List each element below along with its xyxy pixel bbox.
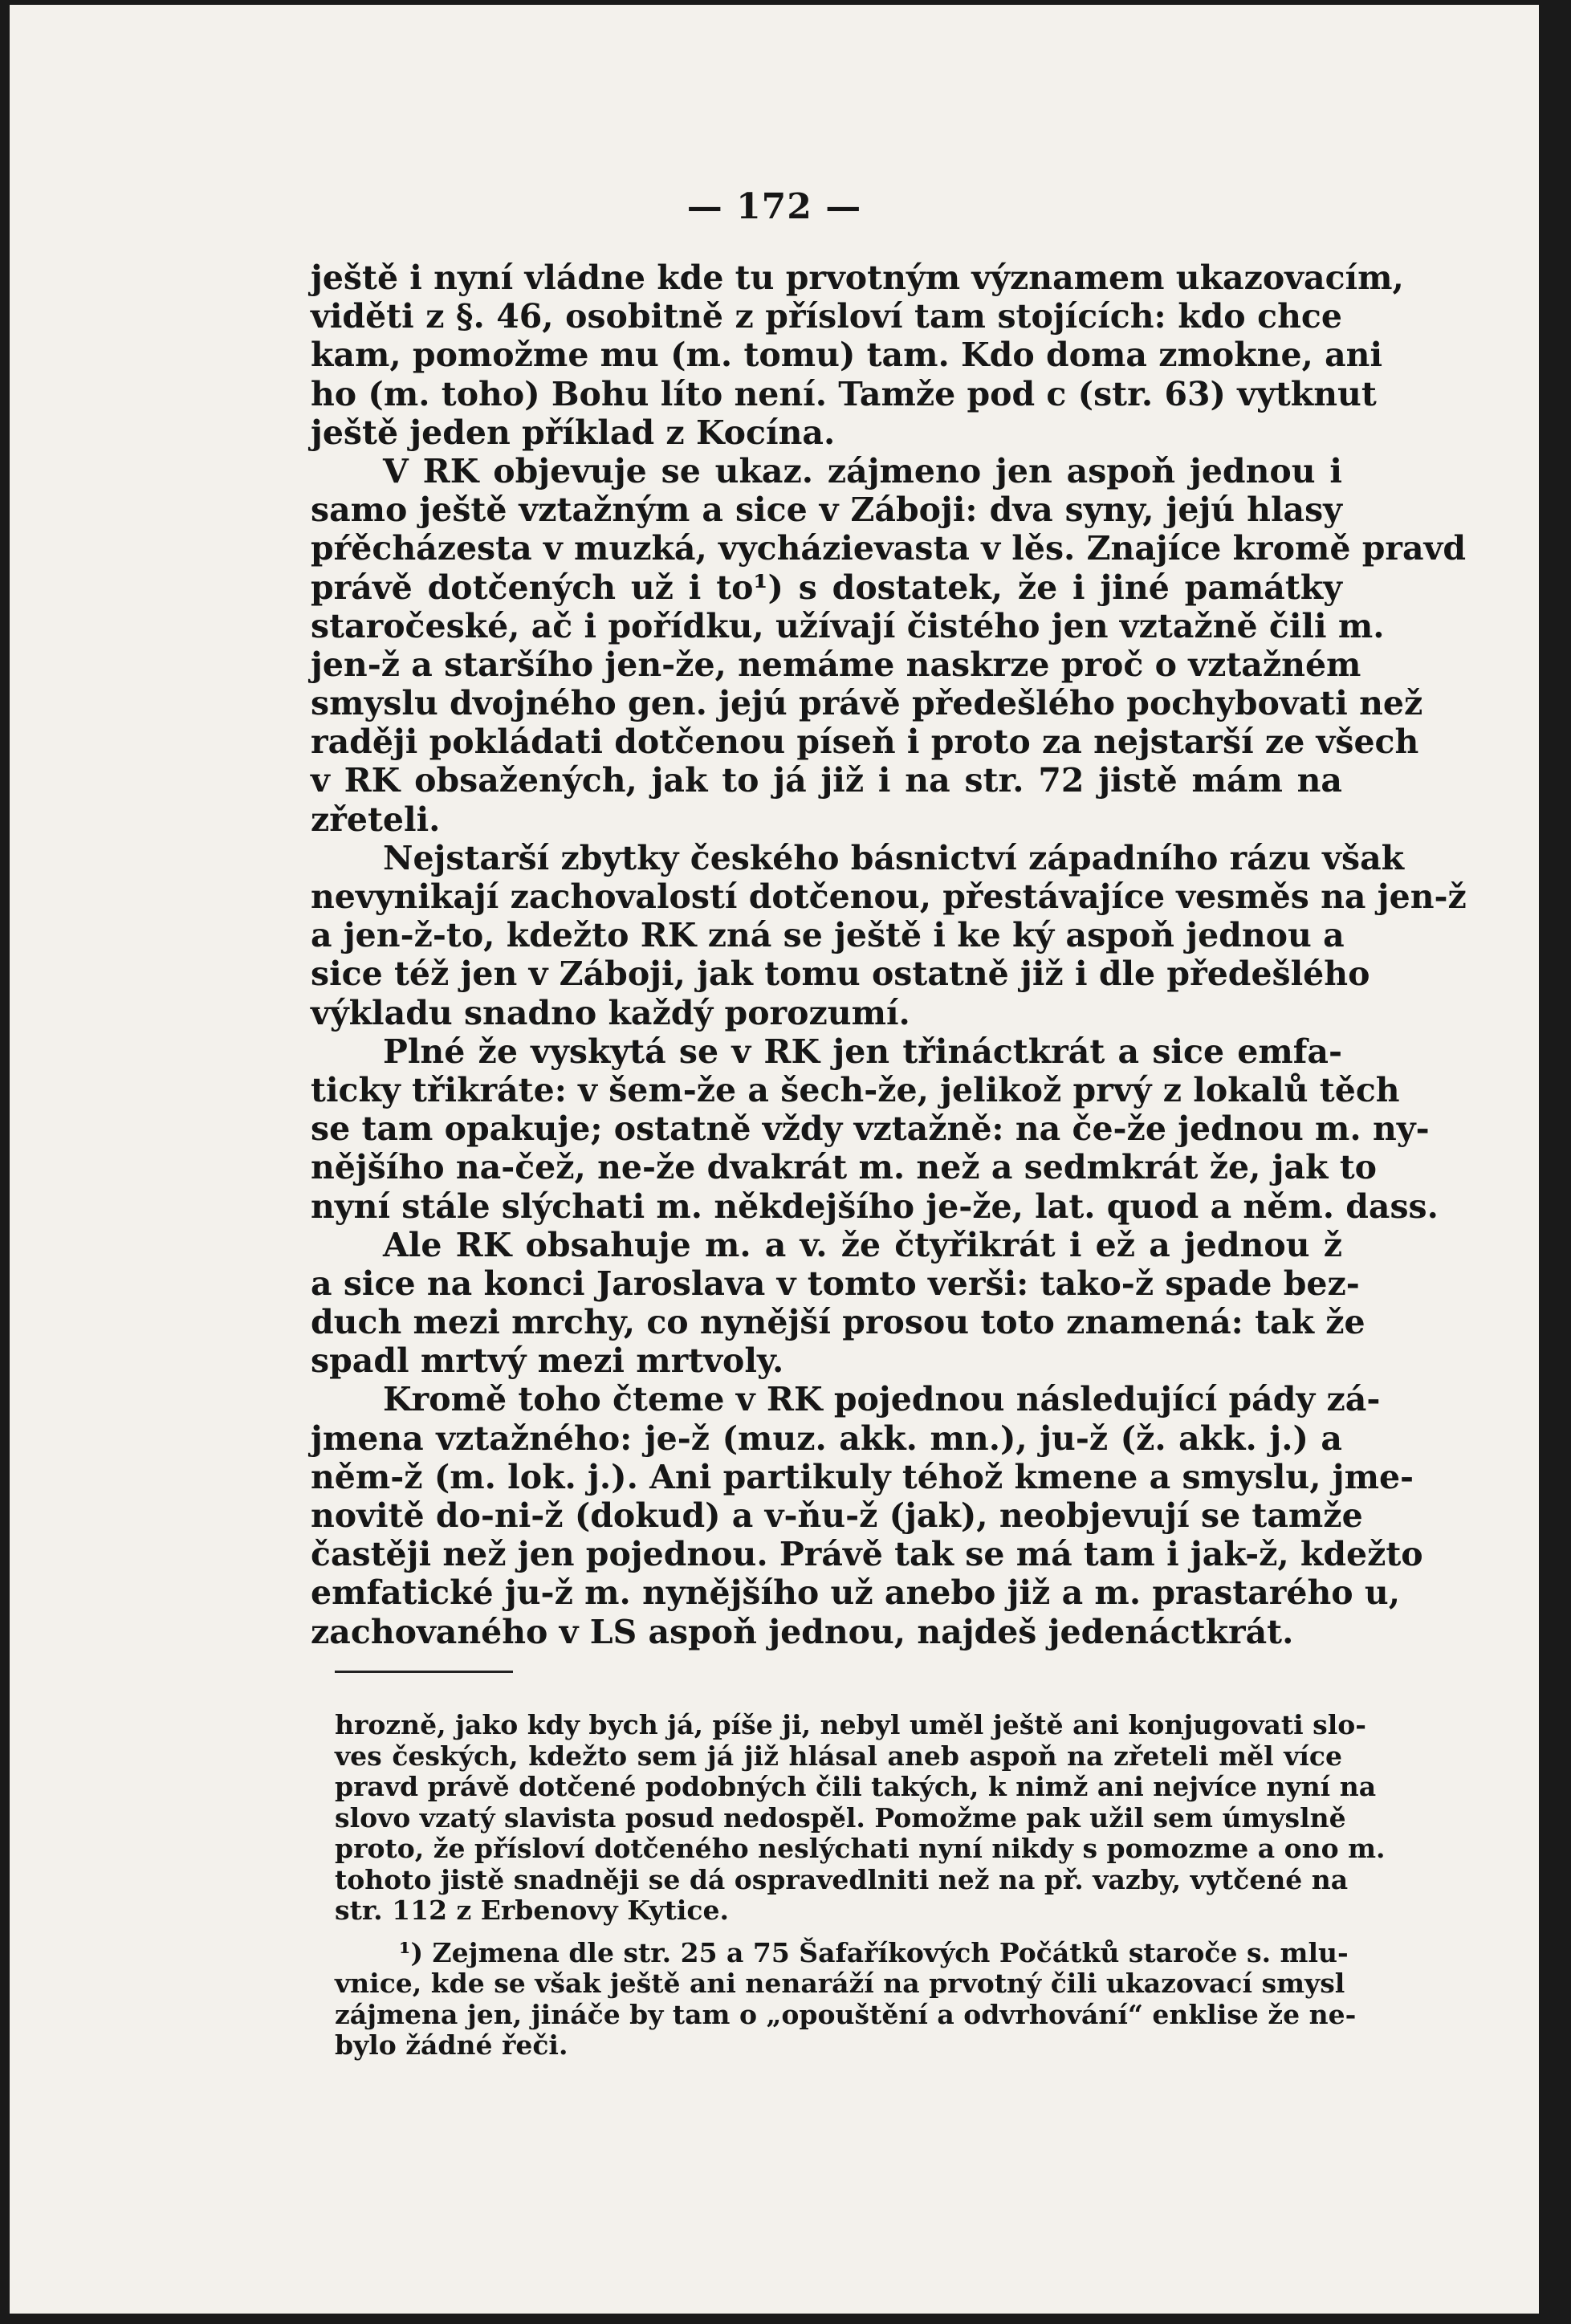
footnote-line: tohoto jistě snadněji se dá ospravedlniti než na př. vazby, vytčené na bbox=[335, 1863, 1349, 1895]
text-line: ho (m. toho) Bohu líto není. Tamže pod c (str. 63) vytknut bbox=[311, 374, 1377, 413]
text-line: Kromě toho čteme v RK pojednou následující pády zá- bbox=[383, 1380, 1381, 1419]
main-text bbox=[311, 258, 1467, 1651]
text-line: Plné že vyskytá se v RK jen třináctkrát a sice emfa- bbox=[383, 1032, 1342, 1071]
footnote-line: proto, že přísloví dotčeného neslýchati nyní nikdy s pomozme a ono m. bbox=[335, 1833, 1386, 1864]
footnote-divider bbox=[335, 1671, 513, 1673]
footnote-line: hrozně, jako kdy bych já, píše ji, nebyl uměl ještě ani konjugovati slo- bbox=[335, 1709, 1367, 1740]
text-line: něm-ž (m. lok. j.). Ani partikuly téhož kmene a smyslu, jme- bbox=[311, 1457, 1414, 1496]
text-line: jen-ž a staršího jen-že, nemáme naskrze proč o vztažném bbox=[311, 645, 1361, 684]
text-line: jmena vztažného: je-ž (muz. akk. mn.), ju-ž (ž. akk. j.) a bbox=[311, 1418, 1342, 1458]
text-line: a jen-ž-to, kdežto RK zná se ještě i ke ký aspoň jednou a bbox=[311, 916, 1345, 955]
text-line: samo ještě vztažným a sice v Záboji: dva syny, jejú hlasy bbox=[311, 490, 1342, 530]
text-line: viděti z §. 46, osobitně z přísloví tam stojících: kdo chce bbox=[311, 297, 1342, 336]
footnotes bbox=[335, 1709, 1386, 2061]
text-line: emfatické ju-ž m. nynějšího už anebo již a m. prastarého u, bbox=[311, 1573, 1400, 1613]
text-line: se tam opakuje; ostatně vždy vztažně: na če-že jednou m. ny- bbox=[311, 1109, 1430, 1149]
text-line: Nejstarší zbytky českého básnictví západního rázu však bbox=[383, 838, 1405, 877]
footnote-line: zájmena jen, jináče by tam o „opouštění a odvrhování“ enklise že ne- bbox=[335, 1998, 1357, 2030]
text-line: ještě i nyní vládne kde tu prvotným významem ukazovacím, bbox=[311, 258, 1404, 297]
book-page bbox=[10, 5, 1539, 2314]
footnote-line: vnice, kde se však ještě ani nenaráží na prvotný čili ukazovací smysl bbox=[335, 1968, 1345, 1999]
text-line: novitě do-ni-ž (dokud) a v-ňu-ž (jak), neobjevují se tamže bbox=[311, 1496, 1363, 1535]
text-line: Ale RK obsahuje m. a v. že čtyřikrát i ež a jednou ž bbox=[383, 1225, 1342, 1264]
text-line: právě dotčených už i to¹) s dostatek, že i jiné památky bbox=[311, 568, 1342, 607]
text-line: ticky třikráte: v šem-že a šech-že, jelikož prvý z lokalů těch bbox=[311, 1070, 1400, 1109]
text-line: ještě jeden příklad z Kocína. bbox=[311, 413, 836, 452]
footnote-line: str. 112 z Erbenovy Kytice. bbox=[335, 1895, 729, 1926]
text-line: zřeteli. bbox=[311, 800, 441, 839]
page-number: — 172 — bbox=[686, 186, 862, 227]
text-line: nějšího na-čež, ne-že dvakrát m. než a sedmkrát že, jak to bbox=[311, 1148, 1377, 1187]
text-line: nevynikají zachovalostí dotčenou, přestávajíce vesměs na jen-ž bbox=[311, 877, 1467, 916]
text-line: v RK obsažených, jak to já již i na str. 72 jistě mám na bbox=[311, 761, 1342, 800]
text-line: spadl mrtvý mezi mrtvoly. bbox=[311, 1341, 784, 1381]
text-line: sice též jen v Záboji, jak tomu ostatně již i dle předešlého bbox=[311, 954, 1370, 994]
footnote-line: ves českých, kdežto sem já již hlásal aneb aspoň na zřeteli měl více bbox=[335, 1740, 1342, 1772]
footnote-line: bylo žádné řeči. bbox=[335, 2029, 568, 2061]
text-line: V RK objevuje se ukaz. zájmeno jen aspoň jednou i bbox=[383, 451, 1342, 490]
text-line: a sice na konci Jaroslava v tomto verši: tako-ž spade bez- bbox=[311, 1264, 1360, 1303]
footnote-line: pravd právě dotčené podobných čili takých, k nimž ani nejvíce nyní na bbox=[335, 1771, 1377, 1802]
text-line: častěji než jen pojednou. Právě tak se má tam i jak-ž, kdežto bbox=[311, 1535, 1423, 1574]
text-line: duch mezi mrchy, co nynější prosou toto znamená: tak že bbox=[311, 1303, 1365, 1342]
footnote-line: slovo vzatý slavista posud nedospěl. Pomožme pak užil sem úmyslně bbox=[335, 1801, 1346, 1834]
footnote-line: ¹) Zejmena dle str. 25 a 75 Šafaříkových Počátků staroče s. mlu- bbox=[399, 1936, 1349, 1968]
text-line: zachovaného v LS aspoň jednou, najdeš jedenáctkrát. bbox=[311, 1612, 1294, 1651]
text-line: staročeské, ač i pořídku, užívají čistého jen vztažně čili m. bbox=[311, 606, 1385, 645]
text-line: pŕěcházesta v muzká, vycházievasta v lěs. Znajíce kromě pravd bbox=[311, 529, 1467, 568]
text-line: výkladu snadno každý porozumí. bbox=[311, 993, 910, 1032]
text-line: nyní stále slýchati m. někdejšího je-že, lat. quod a něm. dass. bbox=[311, 1186, 1439, 1226]
text-line: smyslu dvojného gen. jejú právě předešlého pochybovati než bbox=[311, 684, 1423, 723]
text-line: kam, pomožme mu (m. tomu) tam. Kdo doma zmokne, ani bbox=[311, 336, 1383, 375]
text-line: raději pokládati dotčenou píseň i proto za nejstarší ze všech bbox=[311, 722, 1419, 762]
